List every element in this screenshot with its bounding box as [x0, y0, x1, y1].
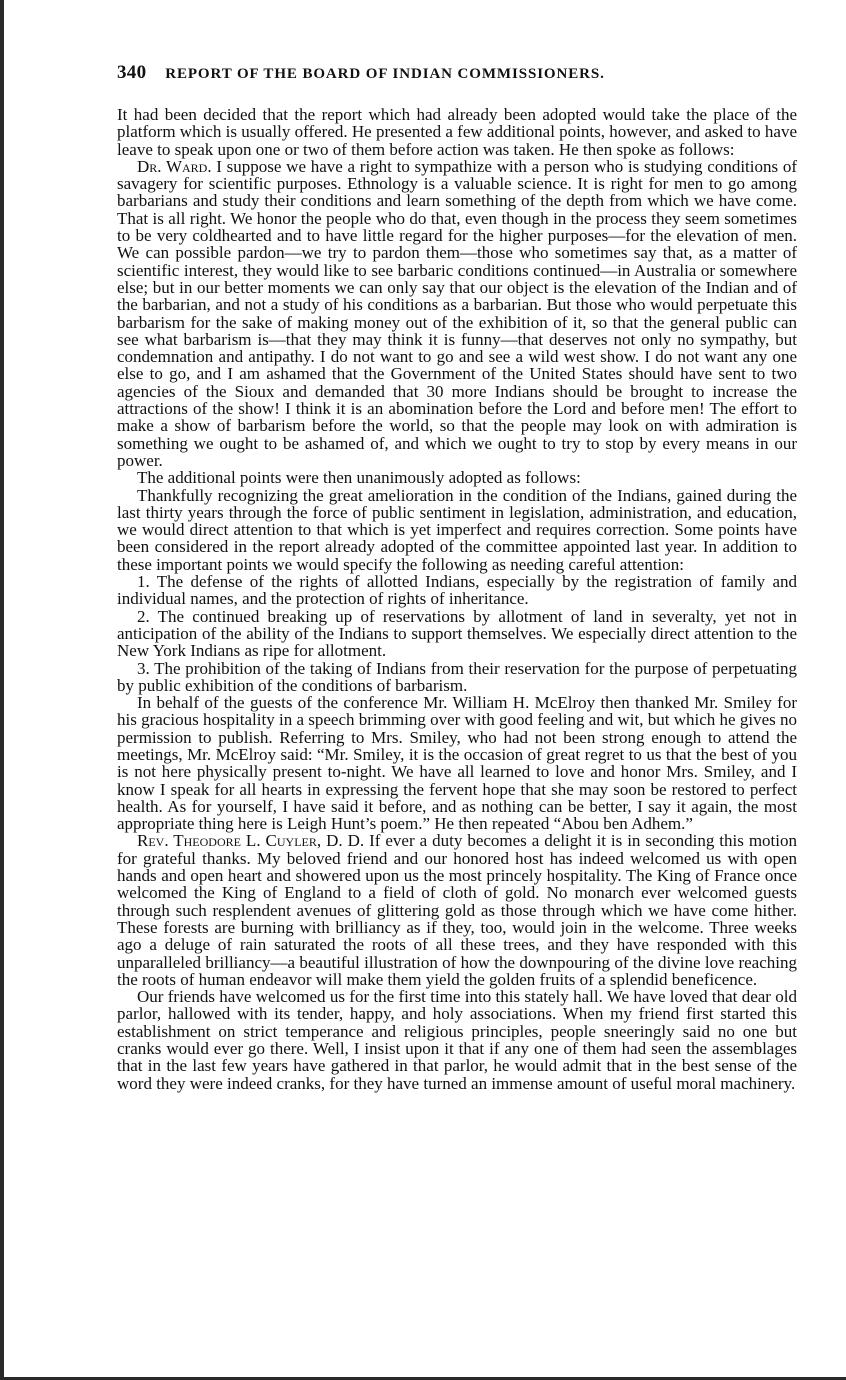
paragraph-intro: It had been decided that the report which had already been adopted would take the place of the platform which is usually offered. He presented a few additional points, however, and asked to have leave to speak upon one or two of them before action was taken. He then spoke as follows: — [117, 105, 797, 159]
paragraph-mcelroy: In behalf of the guests of the conference Mr. William H. McElroy then thanked Mr. Smiley for his gracious hospitality in a speech brimming over with good feeling and wit, but which he gives no permission to publish. Referring to Mrs. Smiley, who had not been strong enough to attend the meetings, Mr. McElroy said: “Mr. Smiley, it is the occasion of great regret to us that the best of you is not here physically present to-night. We have all learned to love and honor Mrs. Smiley, and I know I speak for all hearts in expressing the fervent hope that she may soon be restored to perfect health. As for yourself, I have said it before, and as nothing can be better, I say it again, the most appropriate thing here is Leigh Hunt’s poem.” He then repeated “Abou ben Adhem.” — [117, 693, 797, 834]
paragraph-adopted: The additional points were then unanimously adopted as follows: — [137, 468, 581, 488]
paragraph-cuyler-speech: Rev. Theodore L. Cuyler, D. D. If ever a duty becomes a delight it is in seconding this motion for grateful thanks. My beloved friend and our honored host has indeed welcomed us with open hands and open heart and showered upon us the most princely hospitality. The King of France once welcomed the King of England to a field of cloth of gold. No monarch ever welcomed guests through such resplendent avenues of glittering gold as those through which we have come hither. These forests are burning with brilliancy as if they, too, would join in the welcome. Three weeks ago a deluge of rain saturated the roots of all these trees, and they have responded with this unparalleled brilliancy—a beautiful illustration of how the downpouring of the divine love reaching the roots of human endeavor will make them yield the golden fruits of a splendid beneficence. — [117, 831, 798, 989]
paragraph-resolution: Thankfully recognizing the great amelioration in the condition of the Indians, gained during the last thirty years through the force of public sentiment in legislation, administration, and education, we would direct attention to that which is yet imperfect and requires correction. Some points have been considered in the report already adopted of the committee appointed last year. In addition to these important points we would specify the following as needing careful attention: — [117, 485, 797, 574]
list-item: 3. The prohibition of the taking of Indians from their reservation for the purpose of perpetuating by public exhibition of the conditions of barbarism. — [117, 658, 797, 695]
paragraph-closing: Our friends have welcomed us for the first time into this stately hall. We have loved that dear old parlor, hallowed with its tender, happy, and holy associations. When my friend first started this establishment on strict temperance and religious principles, people sneeringly said no one but cranks would ever go there. Well, I insist upon it that if any one of them had seen the assemblages that in the last few years have gathered in that parlor, he would admit that in the best sense of the word they were indeed cranks, for they have turned an immense amount of useful moral machinery. — [117, 987, 797, 1093]
list-item: 1. The defense of the rights of allotted Indians, especially by the registration of family and individual names, and the protection of rights of inheritance. — [117, 572, 797, 609]
paragraph-ward-speech: Dr. Ward. I suppose we have a right to sympathize with a person who is studying conditions of savagery for scientific purposes. Ethnology is a valuable science. It is right for men to go among barbarians and study their conditions and learn something of the depth from which we have come. That is all right. We honor the people who do that, even though in the process they seem sometimes to be very coldhearted and to have little regard for the higher purposes—for the elevation of men. We can possible pardon—we try to pardon them—those who sometimes say that, as a matter of scientific interest, they would like to see barbaric conditions continued—in Australia or somewhere else; but in our better moments we can only say that our object is the elevation of the Indian and of the barbarian, and not a study of his conditions as a barbarian. But those who would perpetuate this barbarism for the sake of making money out of the exhibition of it, so that the general public can see what barbarism is—that they may think it is funny—that deserves not only no sympathy, but condemnation and antipathy. I do not want to go and see a wild west show. I do not want any one else to go, and I am ashamed that the Government of the United States should have sent to two agencies of the Sioux and demanded that 30 more Indians should be brought to increase the attractions of the show! I think it is an abomination before the Lord and before men! The effort to make a show of barbarism before the world, so that the people may look on with admiration is something we ought to be ashamed of, and which we ought to try to stop by every means in our power. — [117, 156, 797, 470]
body-text — [117, 106, 797, 1092]
running-title: REPORT OF THE BOARD OF INDIAN COMMISSIONERS. — [165, 66, 605, 82]
page-number: 340 — [117, 62, 147, 83]
list-item: 2. The continued breaking up of reservations by allotment of land in severalty, yet not in anticipation of the ability of the Indians to support themselves. We especially direct attention to the New York Indians as ripe for allotment. — [117, 606, 797, 661]
speaker-name: Dr. Ward. — [137, 156, 212, 176]
speaker-name: Rev. Theodore L. Cuyler, D. D. — [137, 831, 365, 851]
running-header — [117, 62, 797, 84]
